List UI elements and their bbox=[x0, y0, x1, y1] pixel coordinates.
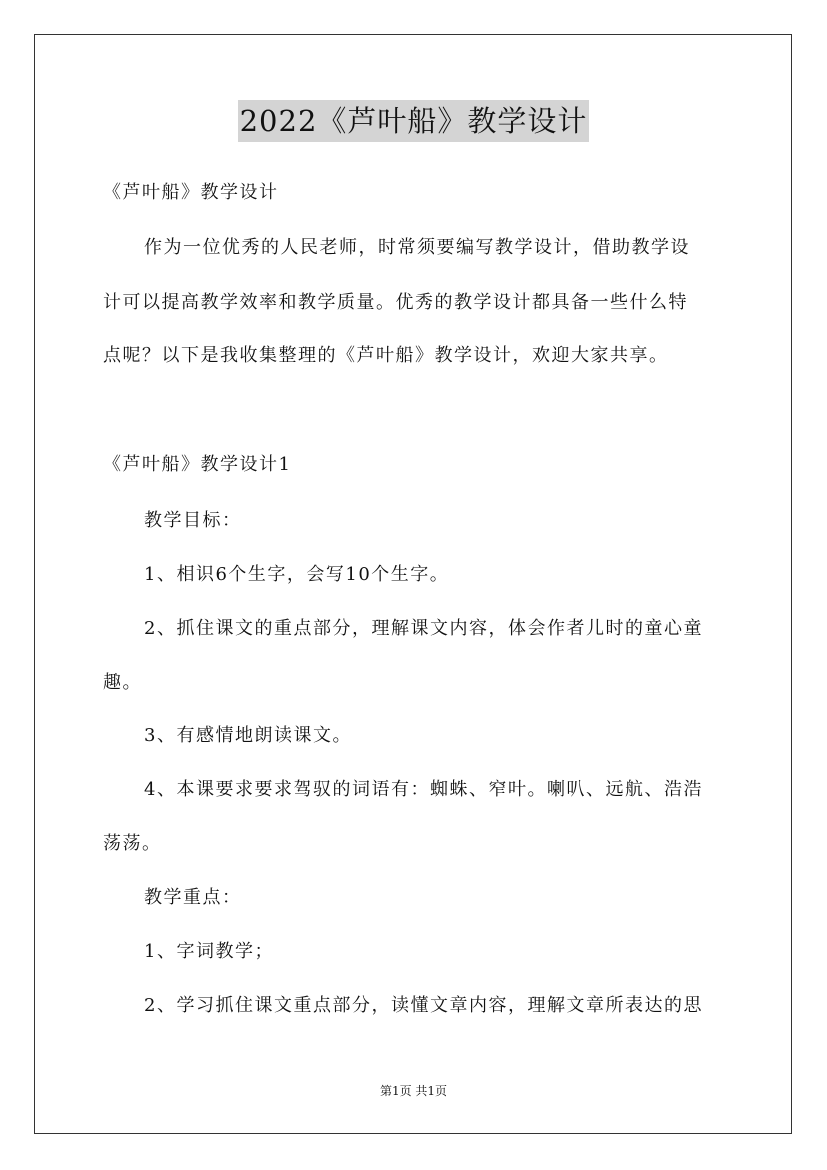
title-container bbox=[0, 100, 827, 142]
goal-item: 2、抓住课文的重点部分，理解课文内容，体会作者儿时的童心童 bbox=[144, 618, 703, 639]
focus-item: 1、字词教学； bbox=[144, 941, 274, 962]
document-title: 2022《芦叶船》教学设计 bbox=[238, 100, 590, 142]
focus-label: 教学重点： bbox=[144, 887, 242, 908]
goal-item: 1、相识6个生字，会写10个生字。 bbox=[144, 564, 450, 585]
goal-item: 3、有感情地朗读课文。 bbox=[144, 725, 352, 746]
goal-item-continuation: 趣。 bbox=[103, 672, 142, 693]
intro-line: 计可以提高教学效率和教学质量。优秀的教学设计都具备一些什么特 bbox=[103, 292, 688, 313]
page-footer: 第1页 共1页 bbox=[379, 1084, 448, 1098]
goal-item-continuation: 荡荡。 bbox=[103, 833, 162, 854]
goal-item: 4、本课要求要求驾驭的词语有：蜘蛛、窄叶。喇叭、远航、浩浩 bbox=[144, 779, 703, 800]
focus-item: 2、学习抓住课文重点部分，读懂文章内容，理解文章所表达的思 bbox=[144, 995, 703, 1016]
subtitle: 《芦叶船》教学设计 bbox=[103, 182, 279, 203]
goals-label: 教学目标： bbox=[144, 510, 242, 531]
section-heading: 《芦叶船》教学设计1 bbox=[103, 454, 292, 475]
intro-line: 点呢？以下是我收集整理的《芦叶船》教学设计，欢迎大家共享。 bbox=[103, 345, 669, 366]
intro-line: 作为一位优秀的人民老师，时常须要编写教学设计，借助教学设 bbox=[144, 237, 690, 258]
